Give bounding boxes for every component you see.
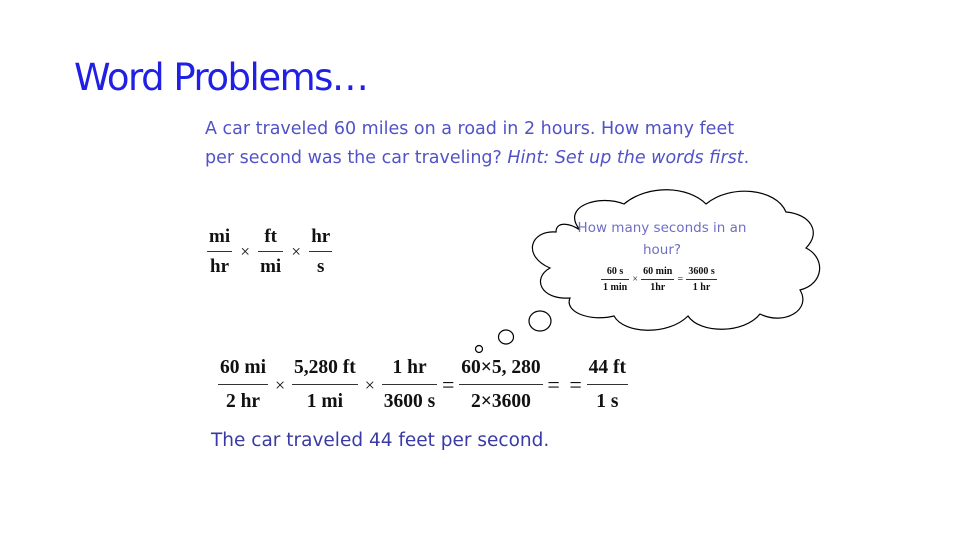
fraction-product <box>459 357 542 413</box>
numerator: ft <box>264 226 277 247</box>
times-operator: × <box>274 374 286 395</box>
thought-bubble-text: How many seconds in an hour? <box>577 220 747 258</box>
equals-operator: = <box>442 372 455 397</box>
fraction-3600s-per-hr <box>686 266 716 293</box>
thought-dot-medium <box>499 330 514 344</box>
equals-operator: = <box>547 372 560 397</box>
denominator: 1 s <box>596 391 619 412</box>
thought-dot-small <box>476 346 483 353</box>
hint-text: Hint: Set up the words first <box>507 148 744 168</box>
denominator: hr <box>210 256 230 277</box>
denominator: s <box>317 256 325 277</box>
numerator: hr <box>311 226 331 247</box>
denominator: 1hr <box>650 282 666 293</box>
denominator: 2×3600 <box>471 391 531 412</box>
conclusion-text: The car traveled 44 feet per second. <box>211 430 550 451</box>
fraction-60min-per-hr <box>641 266 674 293</box>
numerator: 60 s <box>606 266 624 277</box>
numerator: 60×5, 280 <box>461 357 541 378</box>
times-operator: × <box>632 274 638 285</box>
numerator: 3600 s <box>688 266 715 277</box>
fraction-44ft-per-s <box>587 357 628 413</box>
denominator: 1 min <box>603 282 628 293</box>
fraction-60mi-per-2hr <box>218 357 268 413</box>
fraction-5280ft-per-mi <box>292 357 358 413</box>
numerator: 1 hr <box>392 357 427 378</box>
thought-dot-large <box>529 311 551 331</box>
times-operator: × <box>364 374 375 395</box>
problem-end: . <box>743 148 750 168</box>
numerator: 44 ft <box>588 357 627 378</box>
times-operator: × <box>240 242 250 261</box>
denominator: 1 hr <box>692 282 711 293</box>
denominator: mi <box>260 256 282 277</box>
equals-operator: = <box>569 372 582 397</box>
times-operator: × <box>291 242 302 261</box>
seconds-per-hour-equation <box>601 266 717 293</box>
numerator: mi <box>209 226 231 247</box>
equals-operator: = <box>677 274 684 285</box>
numerator: 60 min <box>643 266 673 277</box>
fraction-1hr-per-3600s <box>382 357 437 413</box>
denominator: 2 hr <box>225 391 261 412</box>
slide-title: Word Problems… <box>74 56 368 99</box>
denominator: 3600 s <box>383 391 436 412</box>
solution-equation <box>218 357 628 413</box>
numerator: 5,280 ft <box>294 357 356 378</box>
denominator: 1 mi <box>306 391 344 412</box>
numerator: 60 mi <box>220 357 267 378</box>
fraction-60s-per-min <box>601 266 629 293</box>
problem-text: A car traveled 60 miles on a road in 2 hours. How many feet per second was the car traveling? <box>205 119 735 168</box>
